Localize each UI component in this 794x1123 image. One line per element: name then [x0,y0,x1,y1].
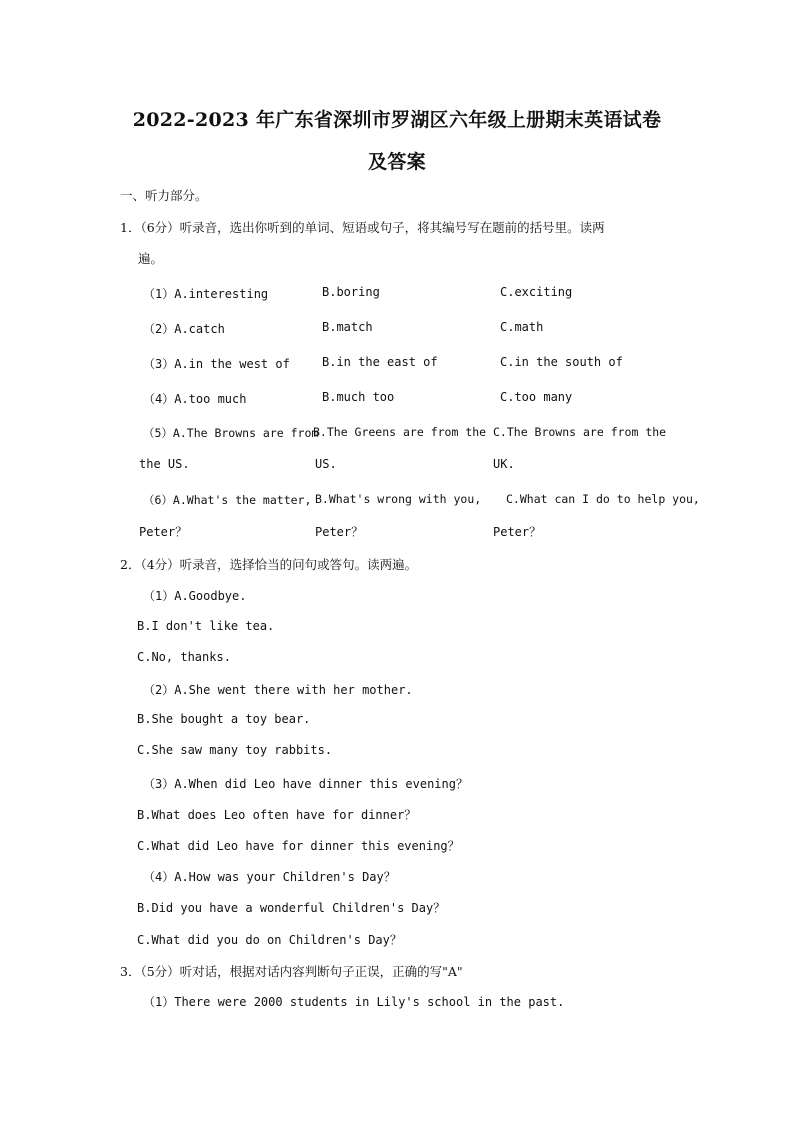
page-title: 2022-2023 年广东省深圳市罗湖区六年级上册期末英语试卷 [132,109,662,131]
question-3-item-1: （1）There were 2000 students in Lily's school in the past. [143,995,565,1009]
option-line: B.Did you have a wonderful Children's Day？ [137,901,446,915]
option-line: C.What did you do on Children's Day？ [137,933,402,947]
section-heading: 一、听力部分。 [120,188,208,203]
option-a-continued: the US. [139,457,190,471]
option-a: （1）A.interesting [143,287,269,301]
option-b: B.boring [322,285,380,299]
question-1-stem-continued: 遍。 [138,251,164,266]
option-b: B.match [322,320,373,334]
option-b: B.in the east of [322,355,438,369]
option-b-continued: Peter？ [315,525,364,539]
option-a: （4）A.too much [143,392,247,406]
option-a: （6）A.What's the matter, [143,493,312,507]
option-line: （1）A.Goodbye. [143,589,247,603]
option-line: （4）A.How was your Children's Day？ [143,870,396,884]
option-a-continued: Peter？ [139,525,188,539]
option-c: C.too many [500,390,573,404]
option-b: B.much too [322,390,395,404]
option-c: C.What can I do to help you, [506,492,700,506]
option-c: C.math [500,320,544,334]
question-1-stem: 1．（6分）听录音，选出你听到的单词、短语或句子，将其编号写在题前的括号里。读两 [120,220,605,235]
page-title-continued: 及答案 [368,151,426,173]
option-line: C.She saw many toy rabbits. [137,743,333,757]
option-line: B.What does Leo often have for dinner？ [137,808,417,822]
option-line: （2）A.She went there with her mother. [143,683,413,697]
option-c-continued: UK. [493,457,515,471]
option-a: （2）A.catch [143,322,225,336]
option-a: （5）A.The Browns are from [143,426,319,440]
option-c-continued: Peter？ [493,525,542,539]
option-line: B.She bought a toy bear. [137,712,311,726]
option-line: （3）A.When did Leo have dinner this evening？ [143,777,468,791]
question-2-stem: 2．（4分）听录音，选择恰当的问句或答句。读两遍。 [120,557,418,572]
option-line: B.I don't like tea. [137,619,275,633]
option-line: C.No, thanks. [137,650,231,664]
option-line: C.What did Leo have for dinner this evening？ [137,839,460,853]
option-a: （3）A.in the west of [143,357,290,371]
question-3-stem: 3．（5分）听对话，根据对话内容判断句子正误，正确的写"A" [120,964,463,979]
option-b: B.What's wrong with you, [315,492,482,506]
option-c: C.exciting [500,285,573,299]
option-b-continued: US. [315,457,337,471]
option-c: C.in the south of [500,355,623,369]
option-c: C.The Browns are from the [493,425,667,439]
option-b: B.The Greens are from the [313,425,487,439]
